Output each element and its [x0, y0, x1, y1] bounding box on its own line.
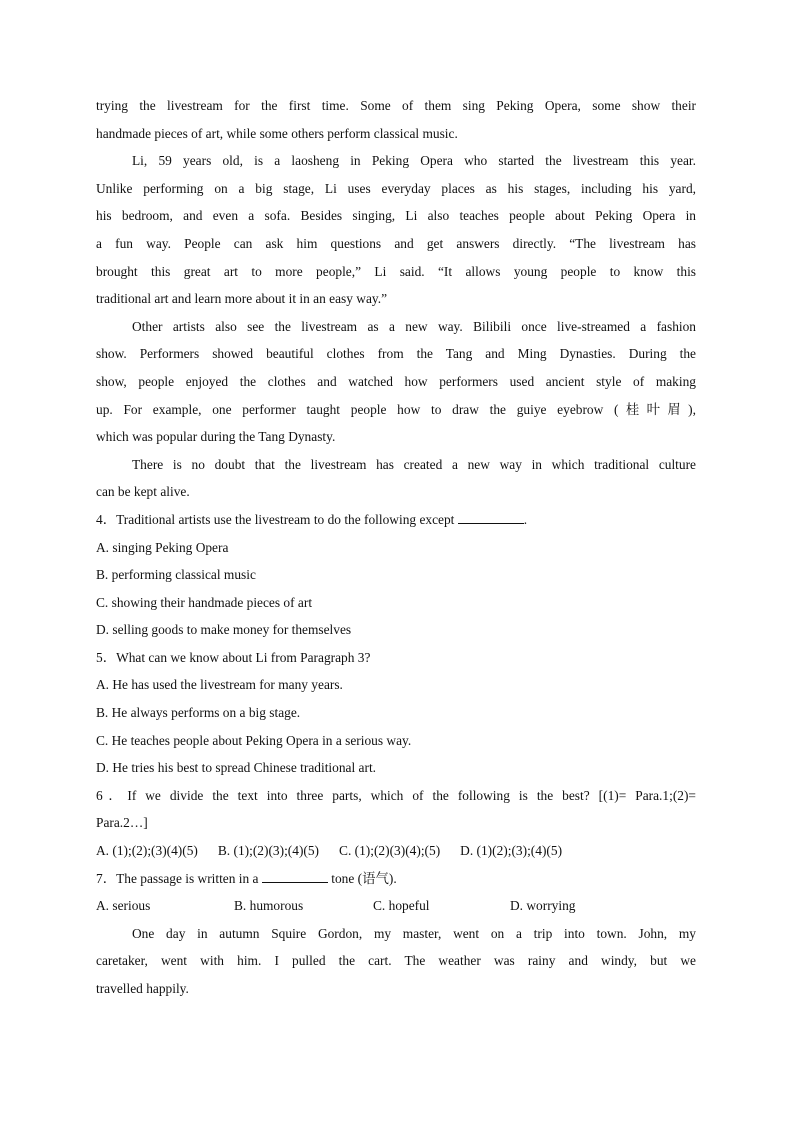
option-a: A. serious: [96, 898, 151, 914]
document-page: [96, 92, 696, 1003]
text-line: There is no doubt that the livestream has created a new way in which traditional culture: [132, 456, 696, 472]
text-line: his bedroom, and even a sofa. Besides singing, Li also teaches people about Peking Opera in: [96, 208, 696, 224]
option-c: C. hopeful: [373, 898, 430, 914]
text-line: One day in autumn Squire Gordon, my master, went on a trip into town. John, my: [132, 925, 696, 941]
option-b: B. He always performs on a big stage.: [96, 705, 301, 721]
text-line: caretaker, went with him. I pulled the cart. The weather was rainy and windy, but we: [96, 953, 696, 969]
answer-blank: [262, 870, 328, 883]
question-7: [96, 865, 696, 920]
text-line: can be kept alive.: [96, 484, 190, 500]
passage-paragraph-3: [96, 147, 696, 313]
option-c: C. showing their handmade pieces of art: [96, 594, 313, 610]
question-stem: 5．What can we know about Li from Paragraph 3?: [96, 649, 371, 665]
text-line: up. For example, one performer taught people how to draw the guiye eyebrow (桂叶眉),: [96, 401, 696, 417]
text-line: Li, 59 years old, is a laosheng in Peking Opera who started the livestream this year.: [132, 153, 696, 169]
text-line: handmade pieces of art, while some others perform classical music.: [96, 125, 458, 141]
text-line: Unlike performing on a big stage, Li uses everyday places as his stages, including his yard,: [96, 180, 696, 196]
question-stem: 6．If we divide the text into three parts, which of the following is the best? [(1)= Para.1;(2)=: [96, 787, 696, 803]
option-a: A. singing Peking Opera: [96, 539, 229, 555]
question-text-end: tone (语气).: [331, 870, 397, 886]
option-c: C. He teaches people about Peking Opera in a serious way.: [96, 732, 412, 748]
option-d: D. (1)(2);(3);(4)(5): [460, 843, 563, 859]
text-line: show. Performers showed beautiful clothes from the Tang and Ming Dynasties. During the: [96, 346, 696, 362]
text-line: travelled happily.: [96, 981, 189, 996]
text-line: traditional art and learn more about it in an easy way.”: [96, 291, 388, 307]
passage-paragraph-2: [96, 92, 696, 147]
question-5: [96, 644, 696, 782]
question-6: [96, 782, 696, 865]
option-b: B. humorous: [234, 898, 304, 914]
text-line: Other artists also see the livestream as a new way. Bilibili once live-streamed a fashion: [132, 318, 696, 334]
option-b: B. (1);(2)(3);(4)(5): [217, 843, 320, 859]
question-end: .: [523, 511, 528, 527]
question-text: 7．The passage is written in a: [96, 870, 259, 886]
option-d: D. selling goods to make money for themselves: [96, 622, 352, 638]
text-line: which was popular during the Tang Dynasty.: [96, 429, 336, 445]
option-b: B. performing classical music: [96, 567, 256, 583]
text-line: show, people enjoyed the clothes and watched how performers used ancient style of making: [96, 373, 696, 389]
text-line: trying the livestream for the first time. Some of them sing Peking Opera, some show their: [96, 98, 696, 113]
option-a: A. He has used the livestream for many years.: [96, 677, 343, 693]
question-4: [96, 506, 696, 644]
option-a: A. (1);(2);(3)(4)(5): [96, 843, 198, 859]
next-passage-paragraph: [96, 920, 696, 1003]
passage-paragraph-4: [96, 313, 696, 451]
option-d: D. He tries his best to spread Chinese traditional art.: [96, 760, 377, 776]
options-row: [96, 892, 696, 920]
question-stem: [96, 506, 696, 534]
answer-blank: [458, 511, 524, 524]
question-stem-cont: Para.2…]: [96, 815, 148, 831]
passage-paragraph-5: [96, 451, 696, 506]
question-text: 4．Traditional artists use the livestream to do the following except: [96, 511, 455, 527]
question-stem: [96, 865, 696, 893]
options-row: [96, 837, 696, 865]
text-line: a fun way. People can ask him questions and get answers directly. “The livestream has: [96, 235, 696, 251]
option-d: D. worrying: [510, 898, 576, 914]
option-c: C. (1);(2)(3)(4);(5): [339, 843, 441, 859]
text-line: brought this great art to more people,” Li said. “It allows young people to know this: [96, 263, 696, 279]
